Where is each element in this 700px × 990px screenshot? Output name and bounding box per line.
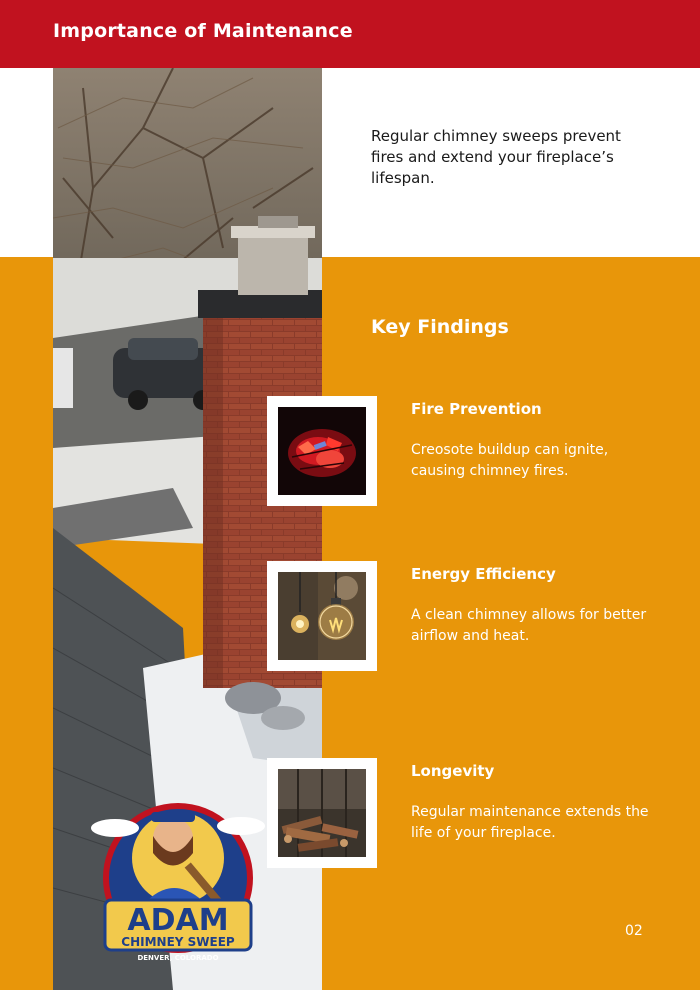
finding-desc-energy-efficiency: A clean chimney allows for better airflow and heat. — [411, 607, 647, 644]
key-findings-heading: Key Findings — [371, 316, 509, 338]
logo-name: ADAM — [127, 903, 229, 938]
page-number: 02 — [625, 923, 643, 939]
finding-title-longevity: Longevity — [411, 762, 495, 780]
light-bulbs-image — [267, 561, 377, 671]
header-bar — [0, 0, 700, 68]
finding-title-fire-prevention: Fire Prevention — [411, 400, 542, 418]
finding-desc-longevity: Regular maintenance extends the life of your fireplace. — [411, 804, 649, 841]
finding-title-energy-efficiency: Energy Efficiency — [411, 565, 556, 583]
finding-desc-fire-prevention: Creosote buildup can ignite, causing chimney fires. — [411, 442, 609, 479]
logo-location: DENVER, COLORADO — [137, 954, 219, 962]
page-title: Importance of Maintenance — [53, 20, 353, 42]
intro-text: Regular chimney sweeps prevent fires and extend your fireplace’s lifespan. — [371, 127, 621, 187]
firewood-image — [267, 758, 377, 868]
embers-image — [267, 396, 377, 506]
logo-subtitle: CHIMNEY SWEEP — [121, 935, 235, 949]
